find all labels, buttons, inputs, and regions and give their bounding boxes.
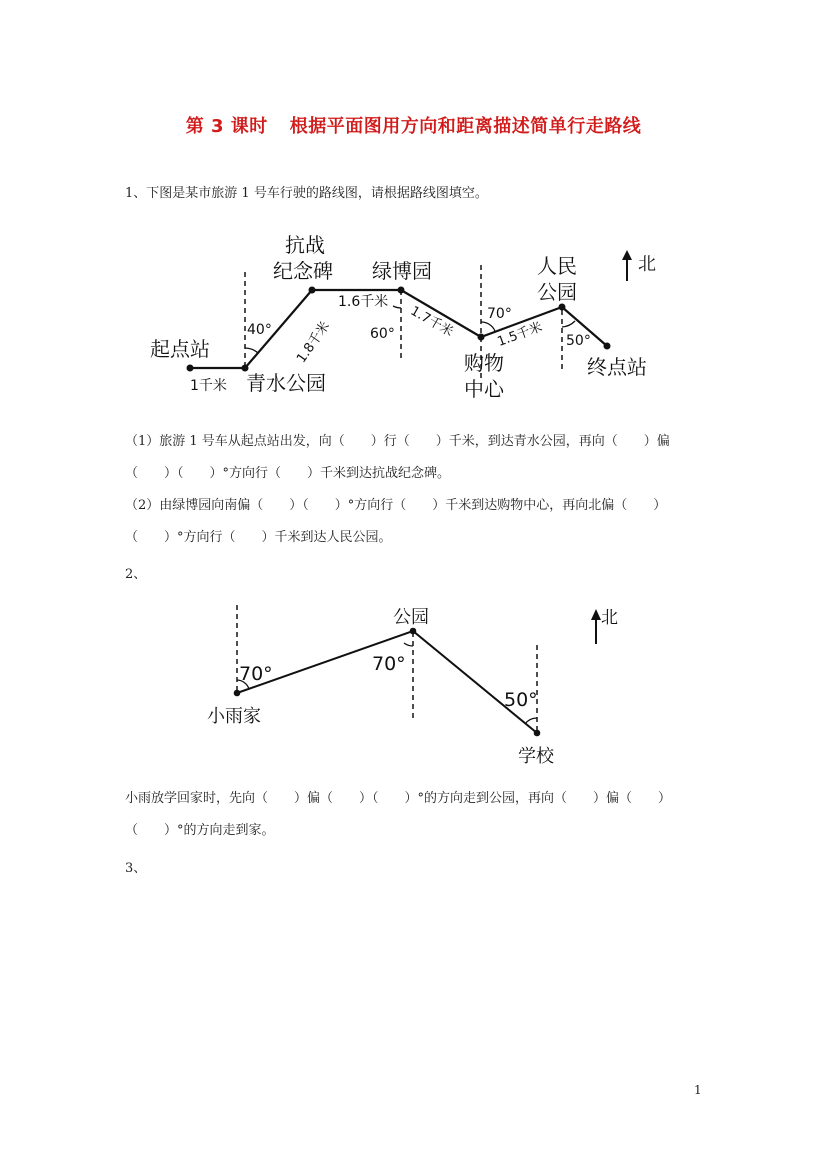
label-park: 公园 [393,607,429,628]
north-label-2: 北 [601,608,618,628]
stop-start-dot [187,365,194,372]
stop-kangzhan-dot [309,287,316,294]
distance-3: 1.6千米 [338,294,389,310]
angle-arc-60 [393,306,401,308]
q1-prompt [125,185,488,203]
distance-1: 1千米 [190,378,227,394]
label-qingshui: 青水公园 [246,371,326,395]
q2-line1: 小雨放学回家时，先向（ ）偏（ ）（ ）°的方向走到公园，再向（ ）偏（ ） [125,791,672,806]
page-number: 1 [694,1083,702,1097]
stop-qingshui-dot [242,365,249,372]
stop-gouwu-dot [478,334,485,341]
label-gouwu-2: 中心 [464,377,504,401]
label-end: 终点站 [587,355,647,379]
q1-sub2-line2: （ ）°方向行（ ）千米到达人民公园。 [125,530,392,545]
q1-number: 1、 [125,186,147,201]
label-kangzhan-1: 抗战 [285,233,325,257]
q3-number: 3、 [125,861,147,876]
angle-40: 40° [247,322,272,338]
lesson-topic: 根据平面图用方向和距离描述简单行走路线 [289,116,642,137]
q1-sub1-line1: （1）旅游 1 号车从起点站出发，向（ ）行（ ）千米，到达青水公园，再向（ ）偏 [125,434,670,449]
angle-70: 70° [487,306,512,322]
label-lvbo: 绿博园 [372,259,432,283]
angle-arc-school [525,718,537,724]
q1-sub2-line1: （2）由绿博园向南偏（ ）（ ）°方向行（ ）千米到达购物中心，再向北偏（ ） [125,498,667,513]
angle-arc-70 [481,322,495,331]
home-dot [234,690,241,697]
distance-2: 1.8千米 [294,319,334,366]
q1-prompt-text: 下图是某市旅游 1 号车行驶的路线图，请根据路线图填空。 [146,186,488,201]
label-gouwu-1: 购物 [464,351,504,375]
label-home: 小雨家 [207,706,261,727]
q1-sub1-line2: （ ）（ ）°方向行（ ）千米到达抗战纪念碑。 [125,466,451,481]
stop-end-dot [604,343,611,350]
q2-number: 2、 [125,567,147,582]
north-arrow-head-1 [622,250,632,260]
page-title [0,112,827,138]
angle-arc-home [237,680,249,689]
north-arrow-head-2 [591,609,601,620]
stop-lvbo-dot [398,287,405,294]
angle-school: 50° [504,689,538,711]
label-renmin-1: 人民 [537,254,577,278]
angle-arc-50 [562,321,575,327]
q2-line2: （ ）°的方向走到家。 [125,823,275,838]
route-path [190,290,607,368]
angle-50: 50° [566,333,591,349]
distance-5: 1.5千米 [495,319,545,350]
park-dot [410,628,417,635]
label-school: 学校 [518,746,554,767]
distance-4: 1.7千米 [407,303,456,341]
label-start: 起点站 [150,337,210,361]
angle-arc-park [404,643,413,646]
north-guide-lines [245,265,562,378]
angle-60: 60° [370,326,395,342]
label-kangzhan-2: 纪念碑 [273,259,333,283]
stop-renmin-dot [559,304,566,311]
angle-park: 70° [372,653,406,675]
lesson-label: 第 3 课时 [185,116,268,137]
school-dot [534,730,541,737]
label-renmin-2: 公园 [537,280,577,304]
angle-arc-40 [245,348,258,353]
north-label-1: 北 [638,254,656,275]
angle-home: 70° [239,663,273,685]
route-path-2 [237,631,537,733]
